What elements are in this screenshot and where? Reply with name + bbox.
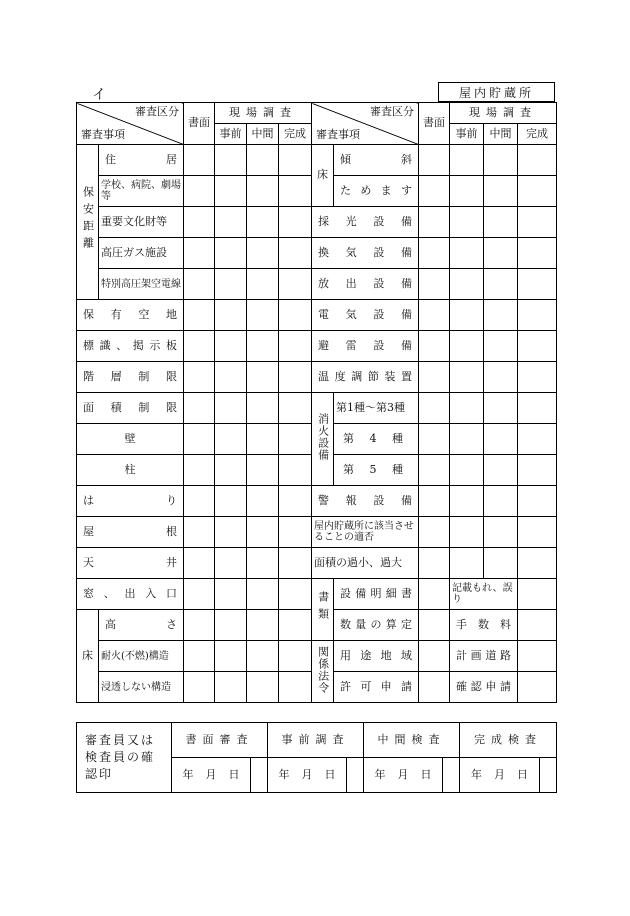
- cell[interactable]: [184, 548, 215, 579]
- cell[interactable]: [419, 300, 450, 331]
- cell[interactable]: [215, 393, 247, 424]
- cell[interactable]: [484, 331, 518, 362]
- cell[interactable]: [450, 424, 484, 455]
- cell[interactable]: [279, 300, 312, 331]
- table-row: [77, 300, 557, 331]
- right-floor-label: 床: [312, 145, 334, 207]
- exhaust-label: 放出設備: [312, 269, 419, 300]
- mid-inspection-stamp[interactable]: [443, 758, 460, 793]
- cell[interactable]: [279, 207, 312, 238]
- cell[interactable]: [215, 300, 247, 331]
- cell[interactable]: [419, 331, 450, 362]
- cell[interactable]: [215, 424, 247, 455]
- documents-label: 書類: [312, 579, 334, 641]
- inspection-table: [76, 102, 557, 703]
- cell[interactable]: [247, 145, 279, 176]
- floors-label: 階層制限: [77, 362, 184, 393]
- table-row: [77, 145, 557, 176]
- cell[interactable]: [184, 145, 215, 176]
- cell[interactable]: [419, 269, 450, 300]
- cell[interactable]: [247, 610, 279, 641]
- cell[interactable]: [279, 548, 312, 579]
- cell[interactable]: [215, 486, 247, 517]
- table-row: [77, 486, 557, 517]
- cell[interactable]: [450, 176, 484, 207]
- doc-review-stamp[interactable]: [251, 758, 268, 793]
- cell[interactable]: [247, 424, 279, 455]
- cell[interactable]: [215, 641, 247, 672]
- fee-label: 手数料: [450, 610, 518, 641]
- right-doc-header: 書面: [419, 103, 450, 145]
- slope-label: 傾斜: [334, 145, 419, 176]
- cell[interactable]: [215, 672, 247, 703]
- cell[interactable]: [215, 455, 247, 486]
- cell[interactable]: [518, 424, 557, 455]
- table-row: [77, 207, 557, 238]
- cell[interactable]: [279, 486, 312, 517]
- cell[interactable]: [279, 269, 312, 300]
- reviewer-label: 審査員又は検査員の確認印: [77, 723, 172, 793]
- height-label: 高さ: [99, 610, 184, 641]
- cell[interactable]: [484, 486, 518, 517]
- windows-label: 窓、出入口: [77, 579, 184, 610]
- cell[interactable]: [184, 517, 215, 548]
- sump-label: ためます: [334, 176, 419, 207]
- cell[interactable]: [518, 300, 557, 331]
- omission-label: 記載もれ、誤り: [450, 579, 518, 610]
- impermeable-label: 浸透しない構造: [99, 672, 184, 703]
- extinguish-label: 消火設備: [312, 393, 334, 486]
- page-label: イ: [92, 87, 106, 103]
- zoning-label: 用途地域: [334, 641, 419, 672]
- cell[interactable]: [279, 641, 312, 672]
- cell[interactable]: [215, 517, 247, 548]
- laws-label: 関係法令: [312, 641, 334, 703]
- cell[interactable]: [419, 424, 450, 455]
- cell[interactable]: [518, 641, 557, 672]
- table-row: [77, 331, 557, 362]
- cell[interactable]: [484, 145, 518, 176]
- cell[interactable]: [419, 176, 450, 207]
- mid-inspection-header: 中間検査: [364, 723, 460, 758]
- cell[interactable]: [247, 517, 279, 548]
- cell[interactable]: [450, 145, 484, 176]
- left-site-survey-header: 現場調査: [215, 103, 312, 124]
- cell[interactable]: [484, 362, 518, 393]
- doc-review-date[interactable]: 年 月 日: [172, 758, 251, 793]
- cell[interactable]: [518, 207, 557, 238]
- cell[interactable]: [484, 517, 518, 548]
- mid-inspection-date[interactable]: 年 月 日: [364, 758, 443, 793]
- left-floor-label: 床: [77, 610, 99, 703]
- cell[interactable]: [247, 548, 279, 579]
- cell[interactable]: [247, 641, 279, 672]
- cell[interactable]: [247, 238, 279, 269]
- cell[interactable]: [419, 362, 450, 393]
- cell[interactable]: [419, 672, 450, 703]
- area-size-label: 面積の過小、過大: [312, 548, 419, 579]
- cell[interactable]: [247, 176, 279, 207]
- left-pre-header: 事前: [215, 124, 247, 145]
- quantity-calc-label: 数量の算定: [334, 610, 419, 641]
- confirm-app-label: 確認申請: [450, 672, 518, 703]
- cell[interactable]: [419, 517, 450, 548]
- table-row: [77, 517, 557, 548]
- cultural-label: 重要文化財等: [99, 207, 184, 238]
- cell[interactable]: [184, 610, 215, 641]
- table-row: [77, 362, 557, 393]
- cell[interactable]: [484, 207, 518, 238]
- cell[interactable]: [518, 362, 557, 393]
- power-line-label: 特別高圧架空電線: [99, 269, 184, 300]
- applicability-label: 屋内貯蔵所に該当させることの適否: [312, 517, 419, 548]
- cell[interactable]: [419, 455, 450, 486]
- cell[interactable]: [279, 238, 312, 269]
- beam-label: は り: [77, 486, 184, 517]
- ventilation-label: 換気設備: [312, 238, 419, 269]
- cell[interactable]: [419, 548, 450, 579]
- cell[interactable]: [247, 672, 279, 703]
- ext-4-label: 第 4 種: [334, 424, 419, 455]
- cell[interactable]: [419, 579, 450, 610]
- final-inspection-stamp[interactable]: [540, 758, 557, 793]
- cell[interactable]: [215, 176, 247, 207]
- cell[interactable]: [518, 610, 557, 641]
- cell[interactable]: [484, 393, 518, 424]
- road-label: 計画道路: [450, 641, 518, 672]
- cell[interactable]: [484, 548, 518, 579]
- equipment-spec-label: 設備明細書: [334, 579, 419, 610]
- cell[interactable]: [518, 455, 557, 486]
- cell[interactable]: [215, 238, 247, 269]
- cell[interactable]: [215, 548, 247, 579]
- right-header-diagonal: 審査区分 審査事項: [312, 103, 419, 145]
- cell[interactable]: [518, 579, 557, 610]
- cell[interactable]: [518, 517, 557, 548]
- ceiling-label: 天 井: [77, 548, 184, 579]
- header-row-1: [77, 103, 557, 124]
- cell[interactable]: [419, 238, 450, 269]
- cell[interactable]: [184, 238, 215, 269]
- cell[interactable]: [247, 207, 279, 238]
- safety-distance-label: 保安距離: [77, 145, 99, 300]
- cell[interactable]: [184, 486, 215, 517]
- table-row: [77, 269, 557, 300]
- cell[interactable]: [419, 207, 450, 238]
- table-row: [77, 238, 557, 269]
- cell[interactable]: [419, 486, 450, 517]
- lighting-label: 採光設備: [312, 207, 419, 238]
- table-row: [77, 548, 557, 579]
- final-inspection-header: 完成検査: [460, 723, 557, 758]
- cell[interactable]: [215, 362, 247, 393]
- cell[interactable]: [518, 331, 557, 362]
- cell[interactable]: [247, 455, 279, 486]
- sign-label: 標識、掲示板: [77, 331, 184, 362]
- cell[interactable]: [450, 269, 484, 300]
- cell[interactable]: [184, 393, 215, 424]
- right-mid-header: 中間: [484, 124, 518, 145]
- wall-label: 壁: [77, 424, 184, 455]
- left-mid-header: 中間: [247, 124, 279, 145]
- cell[interactable]: [419, 610, 450, 641]
- pre-survey-date[interactable]: 年 月 日: [268, 758, 347, 793]
- cell[interactable]: [279, 331, 312, 362]
- form-title: 屋内貯蔵所: [438, 82, 555, 102]
- area-limit-label: 面積制限: [77, 393, 184, 424]
- cell[interactable]: [247, 579, 279, 610]
- cell[interactable]: [518, 672, 557, 703]
- cell[interactable]: [247, 300, 279, 331]
- table-row: [77, 579, 557, 610]
- cell[interactable]: [484, 176, 518, 207]
- cell[interactable]: [484, 238, 518, 269]
- cell[interactable]: [279, 362, 312, 393]
- cell[interactable]: [450, 300, 484, 331]
- alarm-label: 警報設備: [312, 486, 419, 517]
- cell[interactable]: [279, 424, 312, 455]
- review-table: [76, 722, 557, 793]
- cell[interactable]: [279, 393, 312, 424]
- school-label: 学校、病院、劇場等: [99, 176, 184, 207]
- cell[interactable]: [247, 362, 279, 393]
- cell[interactable]: [215, 269, 247, 300]
- left-doc-header: 書面: [184, 103, 215, 145]
- cell[interactable]: [215, 579, 247, 610]
- cell[interactable]: [419, 393, 450, 424]
- cell[interactable]: [184, 362, 215, 393]
- cell[interactable]: [484, 300, 518, 331]
- cell[interactable]: [247, 331, 279, 362]
- cell[interactable]: [279, 610, 312, 641]
- cell[interactable]: [215, 145, 247, 176]
- cell[interactable]: [184, 579, 215, 610]
- lightning-label: 避雷設備: [312, 331, 419, 362]
- cell[interactable]: [279, 145, 312, 176]
- open-space-label: 保有空地: [77, 300, 184, 331]
- cell[interactable]: [215, 207, 247, 238]
- cell[interactable]: [184, 207, 215, 238]
- cell[interactable]: [450, 238, 484, 269]
- doc-review-header: 書面審査: [172, 723, 268, 758]
- right-pre-header: 事前: [450, 124, 484, 145]
- cell[interactable]: [518, 548, 557, 579]
- pre-survey-stamp[interactable]: [347, 758, 364, 793]
- cell[interactable]: [184, 424, 215, 455]
- cell[interactable]: [419, 145, 450, 176]
- pillar-label: 柱: [77, 455, 184, 486]
- cell[interactable]: [247, 486, 279, 517]
- ext-5-label: 第 5 種: [334, 455, 419, 486]
- table-row: [77, 641, 557, 672]
- cell[interactable]: [279, 176, 312, 207]
- cell[interactable]: [184, 455, 215, 486]
- cell[interactable]: [184, 641, 215, 672]
- cell[interactable]: [279, 579, 312, 610]
- cell[interactable]: [450, 393, 484, 424]
- cell[interactable]: [247, 393, 279, 424]
- cell[interactable]: [279, 672, 312, 703]
- cell[interactable]: [419, 641, 450, 672]
- cell[interactable]: [450, 517, 484, 548]
- cell[interactable]: [450, 362, 484, 393]
- cell[interactable]: [450, 486, 484, 517]
- cell[interactable]: [184, 331, 215, 362]
- cell[interactable]: [184, 176, 215, 207]
- cell[interactable]: [450, 455, 484, 486]
- electric-label: 電気設備: [312, 300, 419, 331]
- cell[interactable]: [184, 269, 215, 300]
- cell[interactable]: [518, 145, 557, 176]
- roof-label: 屋 根: [77, 517, 184, 548]
- cell[interactable]: [450, 331, 484, 362]
- ext-1-3-label: 第1種～第3種: [334, 393, 419, 424]
- cell[interactable]: [215, 610, 247, 641]
- permit-label: 許可申請: [334, 672, 419, 703]
- cell[interactable]: [184, 672, 215, 703]
- left-header-diagonal: 審査区分 審査事項: [77, 103, 184, 145]
- cell[interactable]: [450, 548, 484, 579]
- cell[interactable]: [279, 455, 312, 486]
- fireproof-label: 耐火(不燃)構造: [99, 641, 184, 672]
- right-done-header: 完成: [518, 124, 557, 145]
- cell[interactable]: [518, 238, 557, 269]
- cell[interactable]: [484, 455, 518, 486]
- cell[interactable]: [518, 176, 557, 207]
- cell[interactable]: [184, 300, 215, 331]
- temp-control-label: 温度調節装置: [312, 362, 419, 393]
- cell[interactable]: [518, 393, 557, 424]
- cell[interactable]: [247, 269, 279, 300]
- cell[interactable]: [484, 424, 518, 455]
- gas-label: 高圧ガス施設: [99, 238, 184, 269]
- right-site-survey-header: 現場調査: [450, 103, 557, 124]
- cell[interactable]: [518, 486, 557, 517]
- review-row-1: [77, 723, 557, 758]
- final-inspection-date[interactable]: 年 月 日: [460, 758, 540, 793]
- cell[interactable]: [450, 207, 484, 238]
- table-row: [77, 393, 557, 424]
- residence-label: 住居: [99, 145, 184, 176]
- cell[interactable]: [215, 331, 247, 362]
- cell[interactable]: [518, 269, 557, 300]
- pre-survey-header: 事前調査: [268, 723, 364, 758]
- cell[interactable]: [279, 517, 312, 548]
- left-done-header: 完成: [279, 124, 312, 145]
- cell[interactable]: [484, 269, 518, 300]
